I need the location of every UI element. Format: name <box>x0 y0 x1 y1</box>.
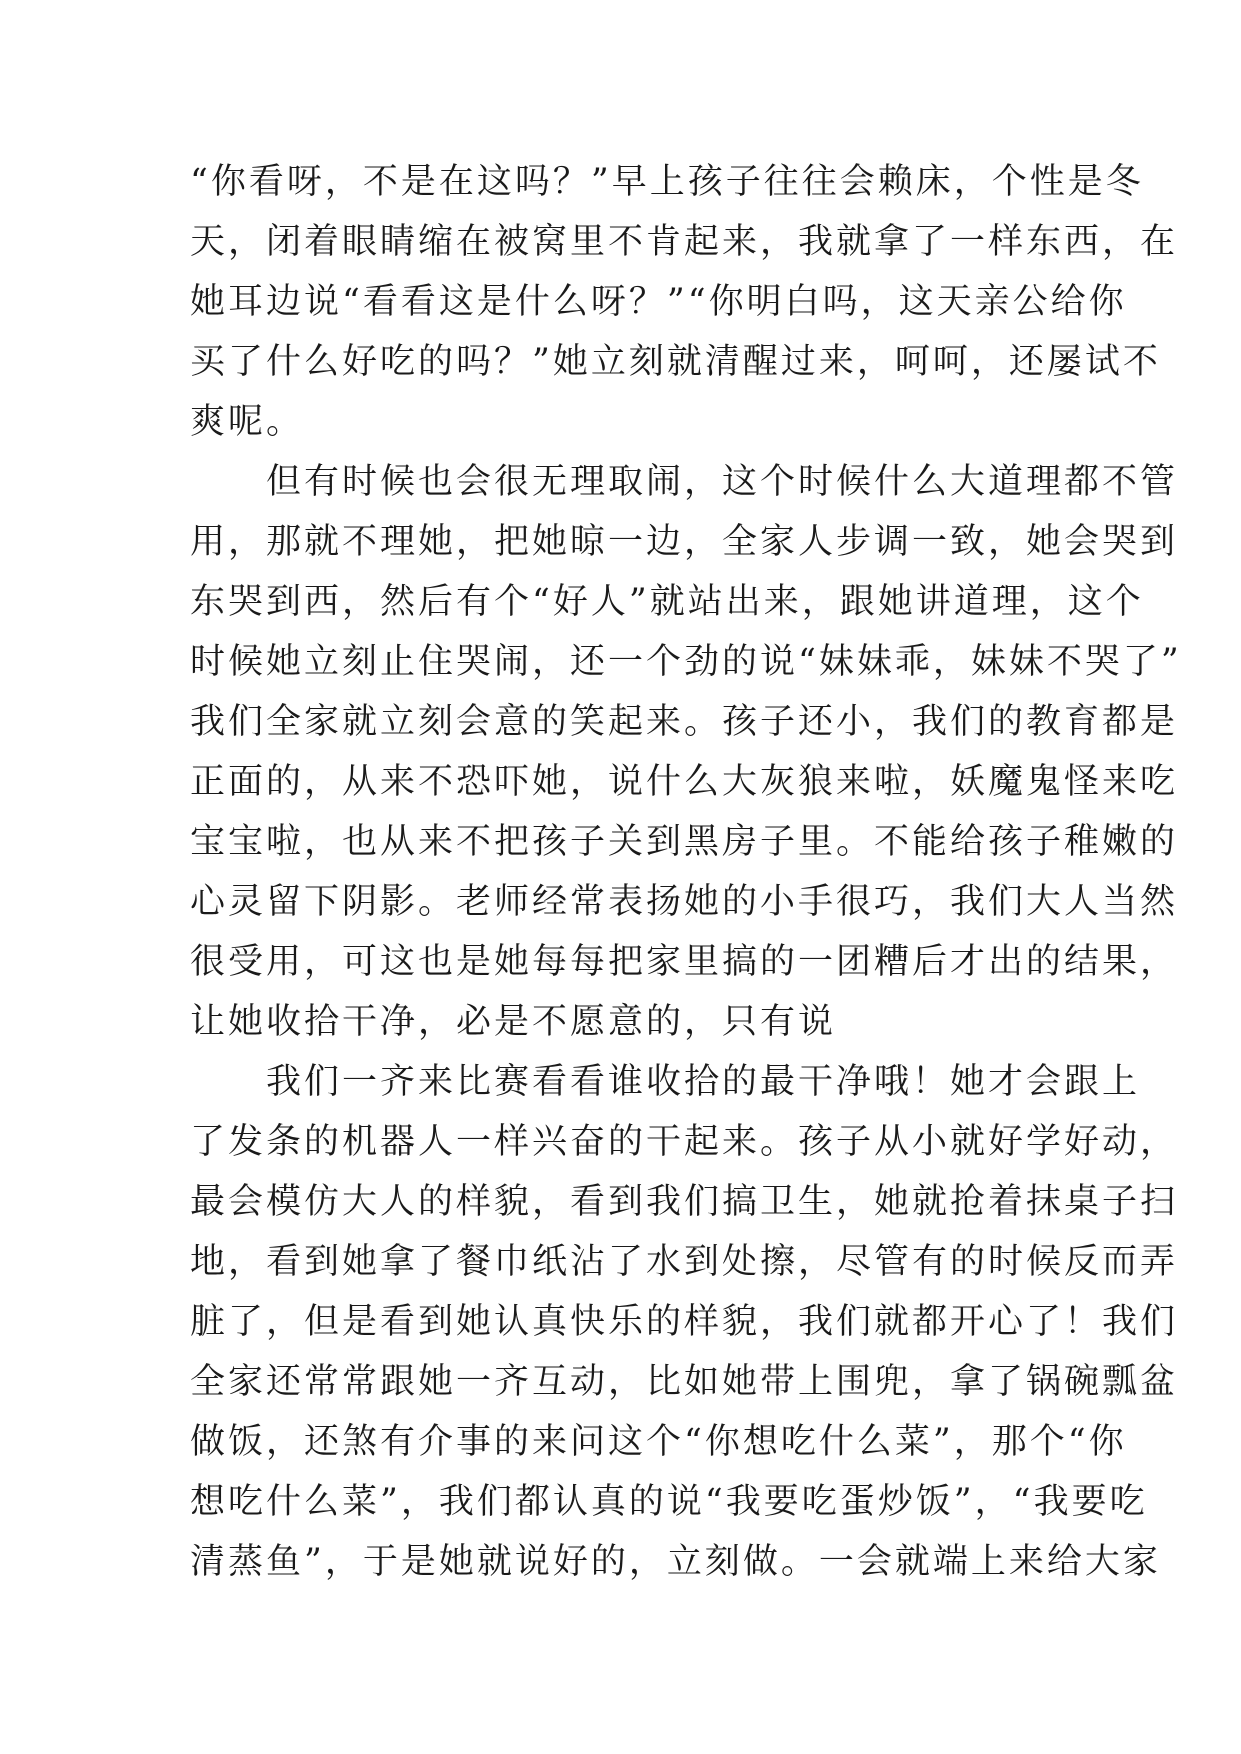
text-line: 想吃什么菜”，我们都认真的说“我要吃蛋炒饭”，“我要吃 <box>190 1482 1148 1522</box>
text-line: “你看呀，不是在这吗？”早上孩子往往会赖床，个性是冬 <box>190 162 1144 202</box>
text-line: 我们全家就立刻会意的笑起来。孩子还小，我们的教育都是 <box>190 702 1179 742</box>
text-line: 全家还常常跟她一齐互动，比如她带上围兜，拿了锅碗瓢盆 <box>190 1362 1179 1402</box>
paragraph-start-line: 但有时候也会很无理取闹，这个时候什么大道理都不管 <box>190 462 1179 502</box>
text-line: 了发条的机器人一样兴奋的干起来。孩子从小就好学好动， <box>190 1122 1179 1162</box>
text-line: 东哭到西，然后有个“好人”就站出来，跟她讲道理，这个 <box>190 582 1144 622</box>
text-line: 让她收拾干净，必是不愿意的，只有说 <box>190 1002 837 1042</box>
text-line: 做饭，还煞有介事的来问这个“你想吃什么菜”，那个“你 <box>190 1422 1127 1462</box>
document-body <box>190 152 1182 1592</box>
text-line: 地，看到她拿了餐巾纸沾了水到处擦，尽管有的时候反而弄 <box>190 1242 1179 1282</box>
text-line: 脏了，但是看到她认真快乐的样貌，我们就都开心了！我们 <box>190 1302 1179 1342</box>
text-line: 正面的，从来不恐吓她，说什么大灰狼来啦，妖魔鬼怪来吃 <box>190 762 1179 802</box>
text-line: 她耳边说“看看这是什么呀？”“你明白吗，这天亲公给你 <box>190 282 1127 322</box>
paragraph-start-line: 我们一齐来比赛看看谁收拾的最干净哦！她才会跟上 <box>190 1062 1141 1102</box>
text-line: 爽呢。 <box>190 402 305 442</box>
text-line: 天，闭着眼睛缩在被窝里不肯起来，我就拿了一样东西，在 <box>190 222 1179 262</box>
text-line: 很受用，可这也是她每每把家里搞的一团糟后才出的结果， <box>190 942 1179 982</box>
text-line: 用，那就不理她，把她晾一边，全家人步调一致，她会哭到 <box>190 522 1179 562</box>
text-line: 买了什么好吃的吗？”她立刻就清醒过来，呵呵，还屡试不 <box>190 342 1161 382</box>
text-line: 宝宝啦，也从来不把孩子关到黑房子里。不能给孩子稚嫩的 <box>190 822 1179 862</box>
text-line: 心灵留下阴影。老师经常表扬她的小手很巧，我们大人当然 <box>190 882 1179 922</box>
text-line: 时候她立刻止住哭闹，还一个劲的说“妹妹乖，妹妹不哭了” <box>190 642 1182 682</box>
text-line: 最会模仿大人的样貌，看到我们搞卫生，她就抢着抹桌子扫 <box>190 1182 1179 1222</box>
text-line: 清蒸鱼”，于是她就说好的，立刻做。一会就端上来给大家 <box>190 1542 1161 1582</box>
